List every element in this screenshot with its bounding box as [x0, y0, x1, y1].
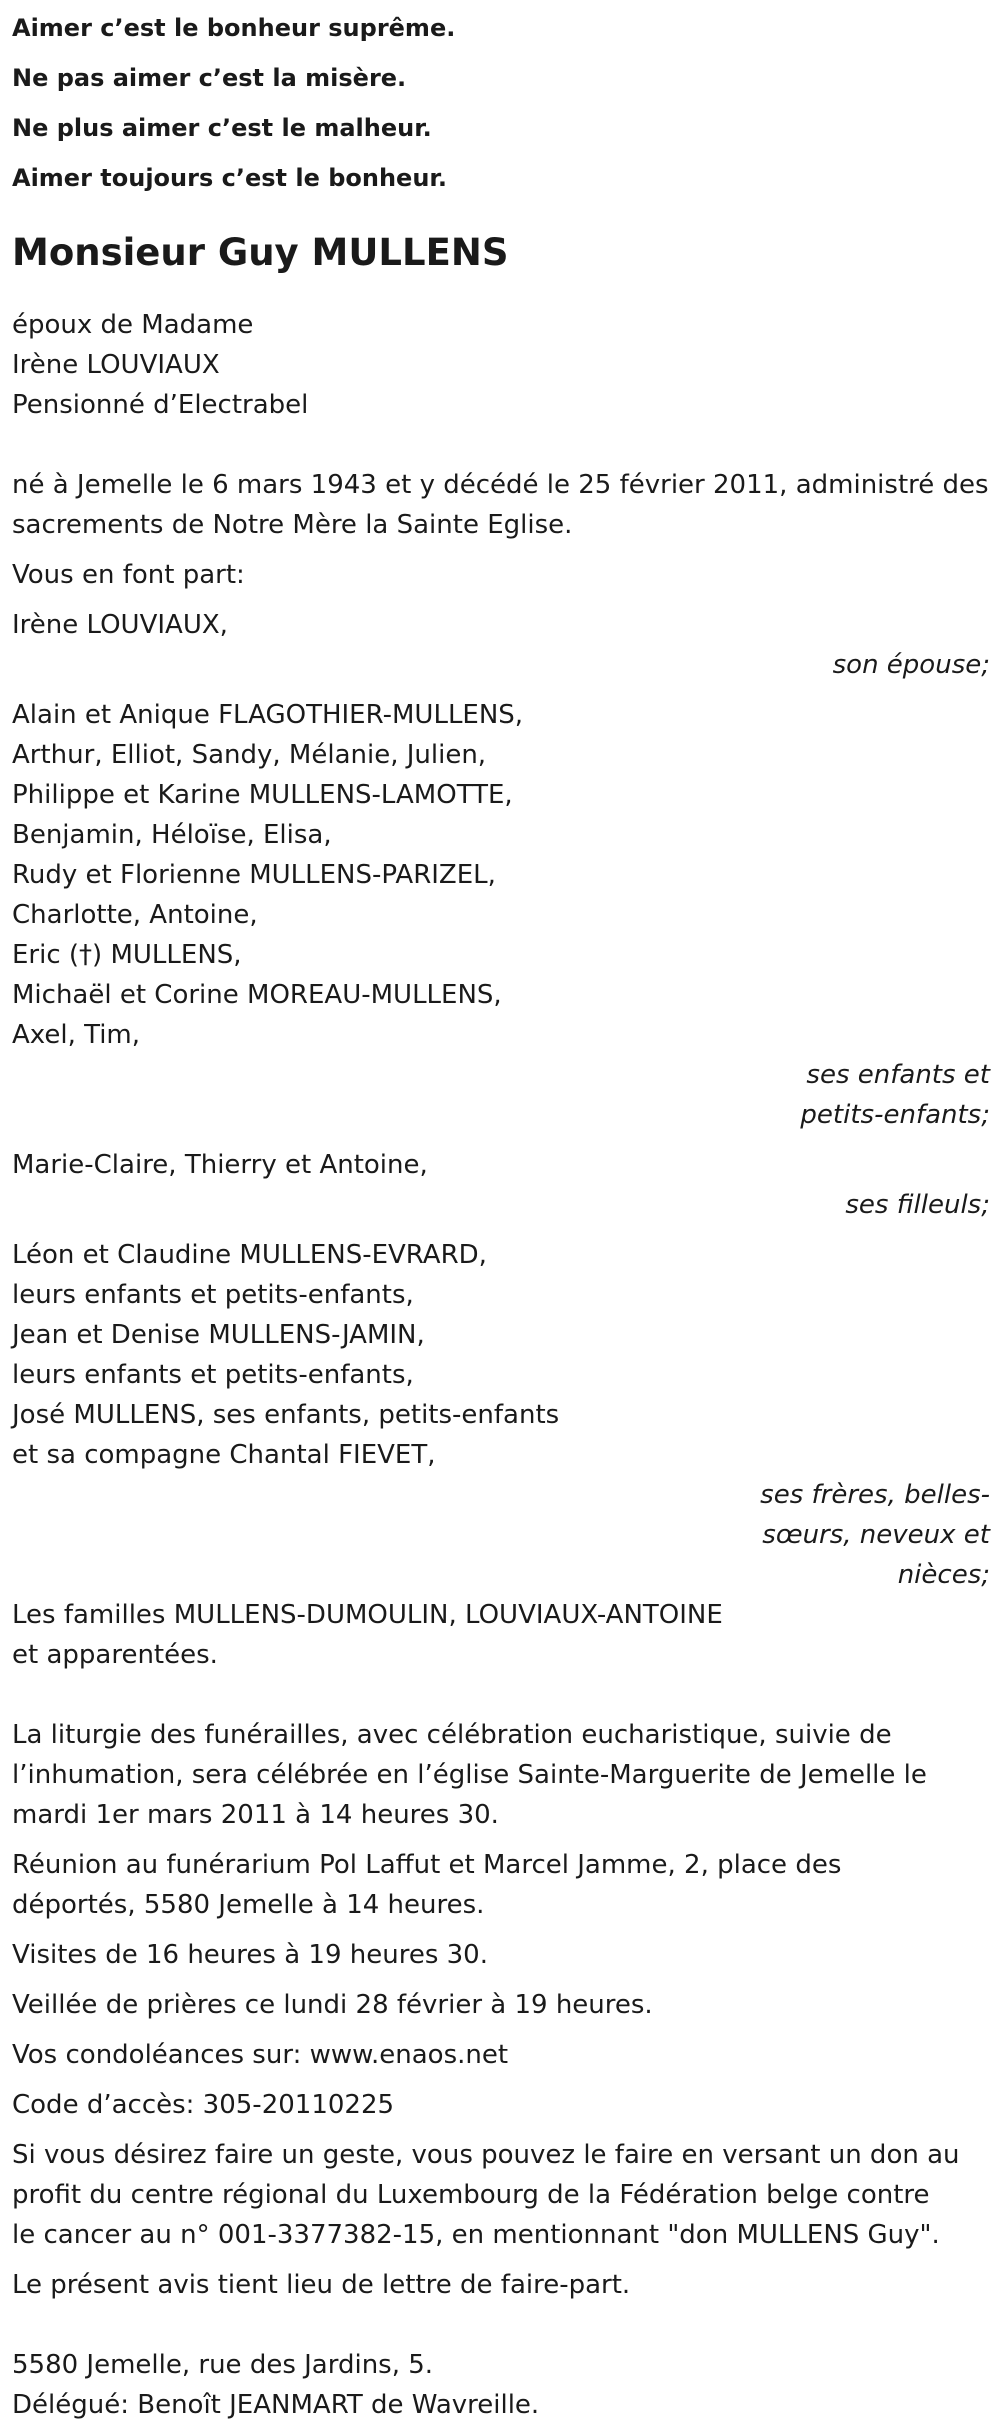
list-item: leurs enfants et petits-enfants,: [12, 1360, 414, 1390]
text-line: époux de Madame: [12, 310, 254, 340]
list-item: Eric (†) MULLENS,: [12, 940, 242, 970]
liturgy: [12, 1715, 1000, 1835]
access-code: Code d’accès: 305-20110225: [12, 2090, 395, 2120]
text-line: sacrements de Notre Mère la Sainte Eglise.: [12, 510, 573, 540]
families: [12, 1595, 1000, 1675]
deceased-name: Monsieur Guy MULLENS: [12, 231, 509, 274]
spouse-name: Irène LOUVIAUX,: [12, 610, 228, 640]
list-item: et sa compagne Chantal FIEVET,: [12, 1440, 436, 1470]
birth-death: [12, 465, 1000, 545]
text-line: déportés, 5580 Jemelle à 14 heures.: [12, 1890, 485, 1920]
children-list: [12, 695, 1000, 1055]
address: [12, 2345, 1000, 2425]
list-item: Charlotte, Antoine,: [12, 900, 258, 930]
role-line: ses frères, belles-: [760, 1480, 990, 1510]
siblings-role: [12, 1475, 1000, 1595]
poem-line: Aimer toujours c’est le bonheur.: [12, 164, 447, 192]
visits: Visites de 16 heures à 19 heures 30.: [12, 1940, 488, 1970]
meeting: [12, 1845, 1000, 1925]
poem-line: Ne pas aimer c’est la misère.: [12, 64, 407, 92]
list-item: Philippe et Karine MULLENS-LAMOTTE,: [12, 780, 513, 810]
text-line: Pensionné d’Electrabel: [12, 390, 309, 420]
list-item: Rudy et Florienne MULLENS-PARIZEL,: [12, 860, 496, 890]
list-item: Arthur, Elliot, Sandy, Mélanie, Julien,: [12, 740, 487, 770]
text-line: né à Jemelle le 6 mars 1943 et y décédé le 25 février 2011, administré des: [12, 470, 989, 500]
text-line: Délégué: Benoît JEANMART de Wavreille.: [12, 2390, 540, 2420]
text-line: profit du centre régional du Luxembourg de la Fédération belge contre: [12, 2180, 930, 2210]
donation: [12, 2135, 1000, 2255]
godchildren: Marie-Claire, Thierry et Antoine,: [12, 1150, 428, 1180]
notice: Le présent avis tient lieu de lettre de faire-part.: [12, 2270, 631, 2300]
list-item: Alain et Anique FLAGOTHIER-MULLENS,: [12, 700, 524, 730]
role-line: nièces;: [897, 1560, 990, 1590]
text-line: et apparentées.: [12, 1640, 218, 1670]
list-item: Jean et Denise MULLENS-JAMIN,: [12, 1320, 425, 1350]
role-line: sœurs, neveux et: [762, 1520, 990, 1550]
text-line: 5580 Jemelle, rue des Jardins, 5.: [12, 2350, 434, 2380]
list-item: Benjamin, Héloïse, Elisa,: [12, 820, 332, 850]
announce-intro: Vous en font part:: [12, 560, 245, 590]
list-item: Léon et Claudine MULLENS-EVRARD,: [12, 1240, 487, 1270]
text-line: Irène LOUVIAUX: [12, 350, 220, 380]
list-item: Axel, Tim,: [12, 1020, 141, 1050]
text-line: mardi 1er mars 2011 à 14 heures 30.: [12, 1800, 499, 1830]
text-line: Si vous désirez faire un geste, vous pouvez le faire en versant un don au: [12, 2140, 960, 2170]
role-line: ses enfants et: [806, 1060, 990, 1090]
role-line: petits-enfants;: [800, 1100, 990, 1130]
text-line: Les familles MULLENS-DUMOULIN, LOUVIAUX-ANTOINE: [12, 1600, 723, 1630]
godchildren-role: ses filleuls;: [845, 1190, 990, 1220]
vigil: Veillée de prières ce lundi 28 février à 19 heures.: [12, 1990, 653, 2020]
text-line: Réunion au funérarium Pol Laffut et Marcel Jamme, 2, place des: [12, 1850, 842, 1880]
spouse-role: son épouse;: [832, 650, 990, 680]
spouse-info: [12, 305, 1000, 425]
list-item: leurs enfants et petits-enfants,: [12, 1280, 414, 1310]
poem-line: Aimer c’est le bonheur suprême.: [12, 14, 456, 42]
list-item: Michaël et Corine MOREAU-MULLENS,: [12, 980, 502, 1010]
poem: [12, 0, 1000, 203]
children-role: [12, 1055, 1000, 1135]
text-line: La liturgie des funérailles, avec célébration eucharistique, suivie de: [12, 1720, 892, 1750]
text-line: l’inhumation, sera célébrée en l’église Sainte-Marguerite de Jemelle le: [12, 1760, 927, 1790]
condolences: Vos condoléances sur: www.enaos.net: [12, 2040, 509, 2070]
poem-line: Ne plus aimer c’est le malheur.: [12, 114, 432, 142]
list-item: José MULLENS, ses enfants, petits-enfants: [12, 1400, 560, 1430]
text-line: le cancer au n° 001-3377382-15, en mentionnant "don MULLENS Guy".: [12, 2220, 940, 2250]
siblings-list: [12, 1235, 1000, 1475]
